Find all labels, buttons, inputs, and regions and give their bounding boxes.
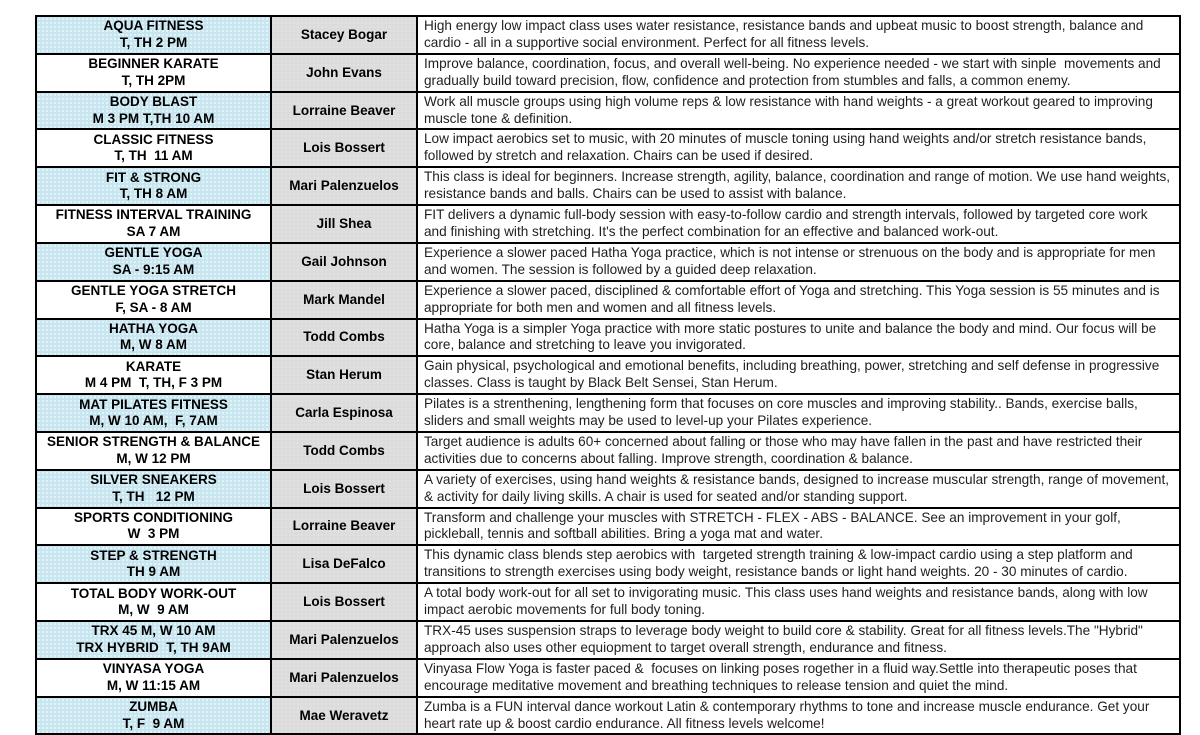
class-name-cell	[36, 243, 271, 281]
instructor-cell	[271, 508, 417, 546]
class-description-cell	[417, 356, 1180, 394]
class-name: HATHA YOGA	[108, 320, 198, 336]
instructor-cell	[271, 167, 417, 205]
class-name: SPORTS CONDITIONING	[73, 509, 233, 525]
instructor-name: Carla Espinosa	[295, 405, 393, 421]
fitness-class-schedule-table	[35, 15, 1181, 735]
table-row	[36, 16, 1180, 54]
class-name-cell	[36, 281, 271, 319]
instructor-name: Mari Palenzuelos	[289, 631, 399, 647]
class-description: Improve balance, coordination, focus, and overall well-being. No experience needed - we start with sinple movements and gradually build toward precision, flow, confidence and protection from stumbles and falls, a common enemy.	[424, 55, 1165, 88]
instructor-name: Mari Palenzuelos	[289, 669, 399, 685]
class-name-cell	[36, 583, 271, 621]
class-description: Zumba is a FUN interval dance workout Latin & contemporary rhythms to tone and increase muscle endurance. Get your heart rate up & boost cardio endurance. All fitness levels welcome!	[424, 698, 1154, 731]
class-schedule: T, TH 11 AM	[114, 148, 193, 164]
class-name-cell	[36, 205, 271, 243]
class-name: ZUMBA	[129, 699, 178, 715]
instructor-cell	[271, 243, 417, 281]
class-description-cell	[417, 508, 1180, 546]
class-name: CLASSIC FITNESS	[93, 131, 214, 147]
class-schedule: T, F 9 AM	[122, 715, 185, 731]
class-name: TOTAL BODY WORK-OUT	[70, 585, 237, 601]
instructor-cell	[271, 470, 417, 508]
class-description-cell	[417, 16, 1180, 54]
class-name: SENIOR STRENGTH & BALANCE	[46, 434, 260, 450]
table-row	[36, 621, 1180, 659]
instructor-cell	[271, 545, 417, 583]
class-description: Vinyasa Flow Yoga is faster paced & focuses on linking poses rogether in a fluid way.Settle into therapeutic poses that encourage meditative movement and breathing techniques to release tension and quiet the mind.	[424, 660, 1141, 693]
class-description-cell	[417, 92, 1180, 130]
instructor-cell	[271, 659, 417, 697]
instructor-name: Lorraine Beaver	[292, 518, 396, 534]
instructor-cell	[271, 621, 417, 659]
instructor-cell	[271, 54, 417, 92]
class-name: GENTLE YOGA	[104, 245, 203, 261]
table-row	[36, 54, 1180, 92]
class-name: KARATE	[125, 358, 182, 374]
class-name-cell	[36, 356, 271, 394]
class-description: Transform and challenge your muscles with STRETCH - FLEX - ABS - BALANCE. See an improvement in your golf, pickleball, tennis and softball abilities. Bring a yoga mat and water.	[424, 509, 1125, 542]
class-name: VINYASA YOGA	[102, 661, 205, 677]
instructor-name: Mark Mandel	[303, 291, 385, 307]
class-name-cell	[36, 319, 271, 357]
class-schedule: W 3 PM	[127, 526, 180, 542]
table-row	[36, 205, 1180, 243]
class-name: TRX 45 M, W 10 AM	[91, 623, 216, 639]
class-schedule: F, SA - 8 AM	[115, 299, 192, 315]
table-row	[36, 319, 1180, 357]
class-name-cell	[36, 621, 271, 659]
class-schedule: SA 7 AM	[126, 223, 181, 239]
class-description-cell	[417, 545, 1180, 583]
instructor-name: Stan Herum	[306, 367, 382, 383]
table-row	[36, 470, 1180, 508]
class-description-cell	[417, 129, 1180, 167]
class-schedule: M, W 12 PM	[116, 450, 191, 466]
instructor-name: Mari Palenzuelos	[289, 178, 399, 194]
instructor-cell	[271, 394, 417, 432]
table-row	[36, 281, 1180, 319]
class-description-cell	[417, 54, 1180, 92]
class-schedule: M 4 PM T, TH, F 3 PM	[84, 375, 223, 391]
table-row	[36, 508, 1180, 546]
instructor-name: Todd Combs	[303, 329, 385, 345]
table-row	[36, 394, 1180, 432]
class-schedule: T, TH 8 AM	[119, 186, 188, 202]
instructor-cell	[271, 583, 417, 621]
instructor-name: Lois Bossert	[303, 480, 385, 496]
class-name: GENTLE YOGA STRETCH	[70, 283, 236, 299]
class-description: This dynamic class blends step aerobics with targeted strength training & low-impact cardio using a step platform and transitions to strength exercises using body weight, resistance bands or light hand weights. 20 - 30 minutes of cardio.	[424, 547, 1137, 580]
class-description-cell	[417, 243, 1180, 281]
class-description: Hatha Yoga is a simpler Yoga practice with more static postures to unite and balance the body and mind. Our focus will be core, balance and stretching to leave you invigorated.	[424, 320, 1161, 353]
class-name-cell	[36, 167, 271, 205]
class-description: TRX-45 uses suspension straps to leverage body weight to build core & stability. Great for all fitness levels.The "Hybrid" approach also uses other equiopment to target overall strength, endurance and fitness.	[424, 623, 1147, 655]
instructor-name: Lisa DeFalco	[302, 556, 386, 572]
class-schedule: M, W 8 AM	[120, 337, 187, 353]
class-description-cell	[417, 432, 1180, 470]
class-schedule: SA - 9:15 AM	[112, 261, 195, 277]
instructor-name: John Evans	[306, 64, 382, 80]
class-name-cell	[36, 545, 271, 583]
class-name-cell	[36, 394, 271, 432]
table-row	[36, 697, 1180, 735]
class-description-cell	[417, 205, 1180, 243]
class-name-cell	[36, 16, 271, 54]
class-description: Target audience is adults 60+ concerned about falling or those who may have fallen in the past and have restricted their activities due to concerns about falling. Improve strength, coordination & balance.	[424, 433, 1147, 466]
class-description-cell	[417, 167, 1180, 205]
class-description-cell	[417, 394, 1180, 432]
class-name-cell	[36, 697, 271, 735]
instructor-cell	[271, 16, 417, 54]
table-row	[36, 583, 1180, 621]
class-schedule: M, W 11:15 AM	[106, 677, 201, 693]
class-name: FITNESS INTERVAL TRAINING	[55, 207, 252, 223]
instructor-cell	[271, 697, 417, 735]
class-description: Pilates is a strenthening, lengthening form that focuses on core muscles and improving stability.. Bands, exercise balls, sliders and small weights may be used to level-up your Pilates experience.	[424, 396, 1142, 429]
instructor-name: Gail Johnson	[301, 253, 387, 269]
table-row	[36, 167, 1180, 205]
instructor-cell	[271, 319, 417, 357]
class-name: AQUA FITNESS	[103, 18, 204, 34]
class-name-cell	[36, 92, 271, 130]
class-description: This class is ideal for beginners. Increase strength, agility, balance, coordination and range of motion. We use hand weights, resistance bands and balls. Chairs can be used to assist with balance.	[424, 169, 1174, 202]
class-description: Low impact aerobics set to music, with 20 minutes of muscle toning using hand weights and/or stretch resistance bands, followed by stretch and relaxation. Chairs can be used if desired.	[424, 131, 1151, 164]
instructor-name: Stacey Bogar	[300, 26, 388, 42]
class-schedule: M 3 PM T,TH 10 AM	[92, 110, 215, 126]
class-schedule: T, TH 2PM	[121, 72, 186, 88]
class-name: SILVER SNEAKERS	[90, 472, 217, 488]
instructor-cell	[271, 92, 417, 130]
instructor-name: Todd Combs	[303, 442, 385, 458]
instructor-name: Lois Bossert	[303, 140, 385, 156]
class-description-cell	[417, 281, 1180, 319]
table-body	[36, 16, 1180, 734]
table-row	[36, 545, 1180, 583]
class-name-cell	[36, 659, 271, 697]
class-name-cell	[36, 508, 271, 546]
class-description: A variety of exercises, using hand weights & resistance bands, designed to increase muscular strength, range of movement, & activity for daily living skills. A chair is used for seated and/or standing support.	[424, 471, 1173, 504]
instructor-name: Lorraine Beaver	[292, 102, 396, 118]
instructor-cell	[271, 129, 417, 167]
class-description-cell	[417, 659, 1180, 697]
instructor-name: Lois Bossert	[303, 594, 385, 610]
class-schedule: T, TH 2 PM	[119, 34, 188, 50]
instructor-cell	[271, 356, 417, 394]
table-row	[36, 129, 1180, 167]
instructor-cell	[271, 205, 417, 243]
table-row	[36, 659, 1180, 697]
instructor-cell	[271, 281, 417, 319]
class-description: FIT delivers a dynamic full-body session with easy-to-follow cardio and strength intervals, followed by targeted core work and finishing with stretching. It's the perfect combination for an effective and balanced work-out.	[424, 207, 1152, 239]
class-schedule: M, W 9 AM	[118, 602, 189, 618]
table-row	[36, 92, 1180, 130]
class-description: Experience a slower paced Hatha Yoga practice, which is not intense or strenuous on the body and is appropriate for men and women. The session is followed by a guided deep relaxation.	[424, 244, 1160, 277]
class-name: BEGINNER KARATE	[88, 56, 219, 72]
table-row	[36, 432, 1180, 470]
class-description: A total body work-out for all set to invigorating music. This class uses hand weights and resistance bands, along with low impact aerobic movements for full body toning.	[424, 585, 1152, 618]
class-name-cell	[36, 54, 271, 92]
table-row	[36, 243, 1180, 281]
class-schedule: M, W 10 AM, F, 7AM	[89, 413, 218, 429]
class-name-cell	[36, 129, 271, 167]
class-schedule: TRX HYBRID T, TH 9AM	[76, 639, 231, 655]
class-description-cell	[417, 470, 1180, 508]
class-name: FIT & STRONG	[105, 169, 202, 185]
class-name: BODY BLAST	[109, 94, 198, 110]
class-name: MAT PILATES FITNESS	[79, 396, 228, 412]
instructor-name: Mae Weravetz	[299, 707, 389, 723]
class-description: Experience a slower paced, disciplined & comfortable effort of Yoga and stretching. This Yoga session is 55 minutes and is appropriate for both men and women and all fitness levels.	[424, 282, 1164, 315]
class-schedule: TH 9 AM	[126, 564, 181, 580]
class-description-cell	[417, 583, 1180, 621]
class-name-cell	[36, 470, 271, 508]
class-description: Work all muscle groups using high volume reps & low resistance with hand weights - a great workout geared to improving muscle tone & definition.	[424, 93, 1157, 126]
instructor-cell	[271, 432, 417, 470]
class-description-cell	[417, 319, 1180, 357]
class-description: Gain physical, psychological and emotional benefits, including breathing, power, stretching and self defense in progressive classes. Class is taught by Black Belt Sensei, Stan Herum.	[424, 358, 1164, 391]
class-name: STEP & STRENGTH	[90, 547, 217, 563]
class-schedule: T, TH 12 PM	[112, 488, 195, 504]
instructor-name: Jill Shea	[316, 215, 372, 231]
class-description: High energy low impact class uses water resistance, resistance bands and upbeat music to boost strength, balance and cardio - all in a supportive social environment. Perfect for all fitness levels.	[424, 18, 1148, 50]
class-description-cell	[417, 697, 1180, 735]
class-name-cell	[36, 432, 271, 470]
class-description-cell	[417, 621, 1180, 659]
table-row	[36, 356, 1180, 394]
